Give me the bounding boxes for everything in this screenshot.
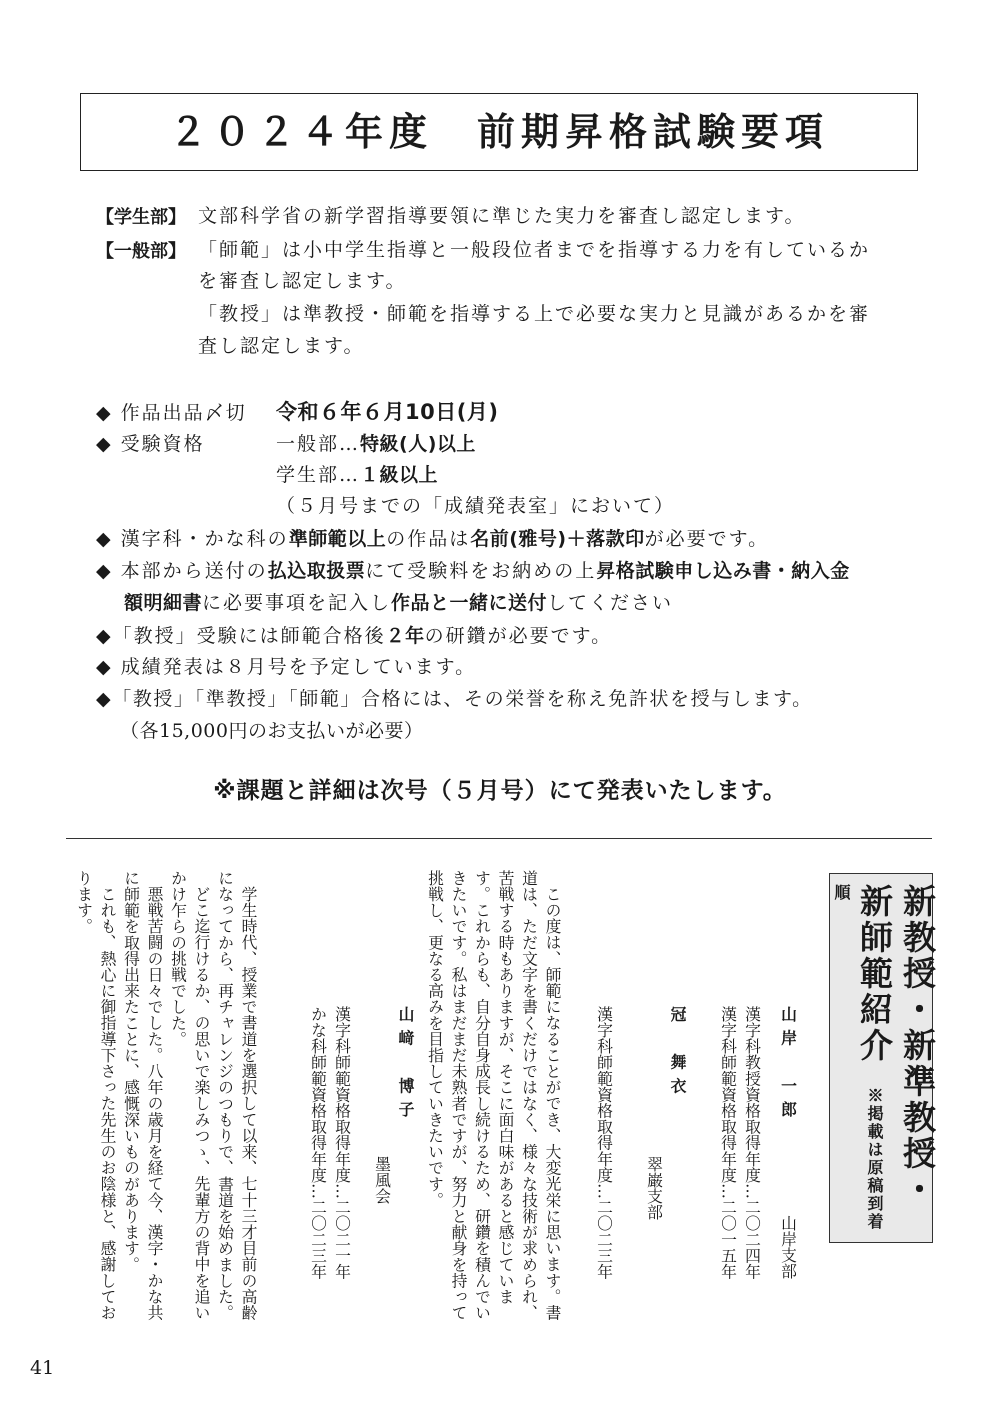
general-label: 【一般部】 <box>96 241 186 262</box>
person1-branch: 山岸支部 <box>778 1215 798 1280</box>
divider <box>66 838 932 839</box>
person1-name: 山岸 一郎 <box>778 1006 798 1125</box>
page-title: ２０２４年度 前期昇格試験要項 <box>168 110 829 154</box>
license-text: 「教授」「準教授」「師範」合格には、その栄誉を称え免許状を授与します。 <box>112 688 813 710</box>
person3-name: 山﨑 博子 <box>396 1006 415 1125</box>
pay-text-2: 払込取扱票 <box>267 560 366 582</box>
person1-name-col <box>776 1006 800 1306</box>
elig-general <box>276 429 476 456</box>
elig-general-prefix: 一般部… <box>276 433 361 455</box>
elig-student-value: １級以上 <box>360 464 439 486</box>
person3-branch: 墨風会 <box>372 1156 392 1205</box>
license-fee: （各15,000円のお支払いが必要） <box>120 720 424 742</box>
prof-text-1: 「教授」受験には師範合格後 <box>112 625 386 647</box>
intro-box-content <box>830 884 939 1234</box>
bullet-icon: ◆ <box>96 688 113 710</box>
person2-qual-1: 漢字科師範資格取得年度…二〇二三年 <box>594 1006 614 1280</box>
person3-message-1: 学生時代、授業で書道を選択して以来、七十三才目前の高齢になってから、再チャレンジのつもりで、書道を始めました。 <box>215 870 258 1321</box>
person1-qual-1: 漢字科教授資格取得年度…二〇二四年 <box>742 1006 762 1280</box>
seal-text-3: の作品は <box>386 528 471 550</box>
prof-row <box>96 621 612 648</box>
pay-text-4: 昇格試験申し込み書・納入金 <box>596 560 850 582</box>
page-number: 41 <box>30 1357 55 1379</box>
seal-text-2: 準師範以上 <box>288 528 387 550</box>
elig-student <box>276 460 438 487</box>
bullet-icon: ◆ <box>96 433 113 455</box>
person3-message <box>72 870 260 1330</box>
seal-text-5: が必要です。 <box>644 528 770 550</box>
person2-name: 冠 舞衣 <box>668 1006 687 1102</box>
person3-qual-2: かな科師範資格取得年度…二〇二三年 <box>308 1006 328 1280</box>
bullet-icon: ◆ <box>96 656 113 678</box>
general-text-2: を審査し認定します。 <box>198 270 407 292</box>
pay-text-6: に必要事項を記入し <box>202 592 392 614</box>
deadline-value: 令和６年６月10日(月) <box>276 400 499 424</box>
license-row <box>96 684 813 711</box>
pay-text-8: してください <box>547 592 674 614</box>
intro-title-1: 新教授・新準教授・ <box>898 884 937 1208</box>
person1-qual-2: 漢字科師範資格取得年度…二〇一五年 <box>718 1006 738 1280</box>
deadline-label: 作品出品〆切 <box>120 402 247 424</box>
seal-text-1: 漢字科・かな科の <box>120 528 289 550</box>
person3-name-col <box>370 1006 417 1316</box>
seal-text-4: 名前(雅号)＋落款印 <box>470 528 645 550</box>
elig-note: （５月号までの「成績発表室」において） <box>276 495 676 517</box>
pay-text-7: 作品と一緒に送付 <box>391 592 548 614</box>
deadline-row <box>96 398 247 425</box>
title-box <box>80 93 918 171</box>
prof-text-2: ２年 <box>385 625 425 647</box>
eligibility-row <box>96 429 205 456</box>
intro-note: ※掲載は原稿到着順 <box>832 884 884 1232</box>
person3-qual-1: 漢字科師範資格取得年度…二〇二一年 <box>332 1006 352 1280</box>
person3-message-2: どこ迄行けるか、の思いで楽しみつゝ、先輩方の背中を追いかけ乍らの挑戦でした。 <box>168 870 211 1321</box>
person2-name-col <box>642 1006 689 1316</box>
pay-row-2 <box>124 588 673 615</box>
pay-text-5: 額明細書 <box>124 592 203 614</box>
person3-message-4: これも、熱心に御指導下さった先生のお陰様と、感謝しております。 <box>74 870 117 1321</box>
elig-general-value: 特級(人)以上 <box>360 433 476 455</box>
person3-message-3: 悪戦苦闘の日々でした。八年の歳月を経て今、漢字・かな共に師範を取得出来たことに、感慨深いものがあります。 <box>121 870 164 1321</box>
bullet-icon: ◆ <box>96 560 113 582</box>
intro-title-2: 新師範紹介 <box>855 884 894 1064</box>
eligibility-label: 受験資格 <box>120 433 205 455</box>
prof-text-3: の研鑽が必要です。 <box>424 625 613 647</box>
person2-message-text: この度は、師範になることができ、大変光栄に思います。書道は、ただ文字を書くだけではなく、様々な技術が求められ、苦戦する時もありますが、そこに面白味があると感じています。これからも、自分自身成長し続けるため、研鑽を積んでいきたいです。私はまだまだ未熟者ですが、努力と献身を持って挑戦し、更なる高みを目指していきたいです。 <box>425 870 562 1321</box>
bullet-icon: ◆ <box>96 402 113 424</box>
bullet-icon: ◆ <box>96 528 113 550</box>
elig-student-prefix: 学生部… <box>276 464 361 486</box>
seal-row <box>96 524 769 551</box>
bullet-icon: ◆ <box>96 625 113 647</box>
intro-box <box>829 873 937 1243</box>
person2-message <box>423 870 564 1330</box>
pay-text-3: にて受験料をお納めの上 <box>365 560 597 582</box>
student-label: 【学生部】 <box>96 207 186 228</box>
person2-branch: 翠巌支部 <box>644 1156 664 1221</box>
pay-text-1: 本部から送付の <box>120 560 268 582</box>
result-text: 成績発表は８月号を予定しています。 <box>120 656 477 678</box>
notice: ※課題と詳細は次号（５月号）にて発表いたします。 <box>213 778 787 804</box>
pay-row-1 <box>96 556 850 583</box>
general-text-3: 「教授」は準教授・師範を指導する上で必要な実力と見識があるかを審 <box>198 303 871 325</box>
general-text-1: 「師範」は小中学生指導と一般段位者までを指導する力を有しているか <box>198 239 871 261</box>
result-row <box>96 652 476 679</box>
student-text: 文部科学省の新学習指導要領に準じた実力を審査し認定します。 <box>198 205 806 227</box>
general-text-4: 査し認定します。 <box>198 335 365 357</box>
